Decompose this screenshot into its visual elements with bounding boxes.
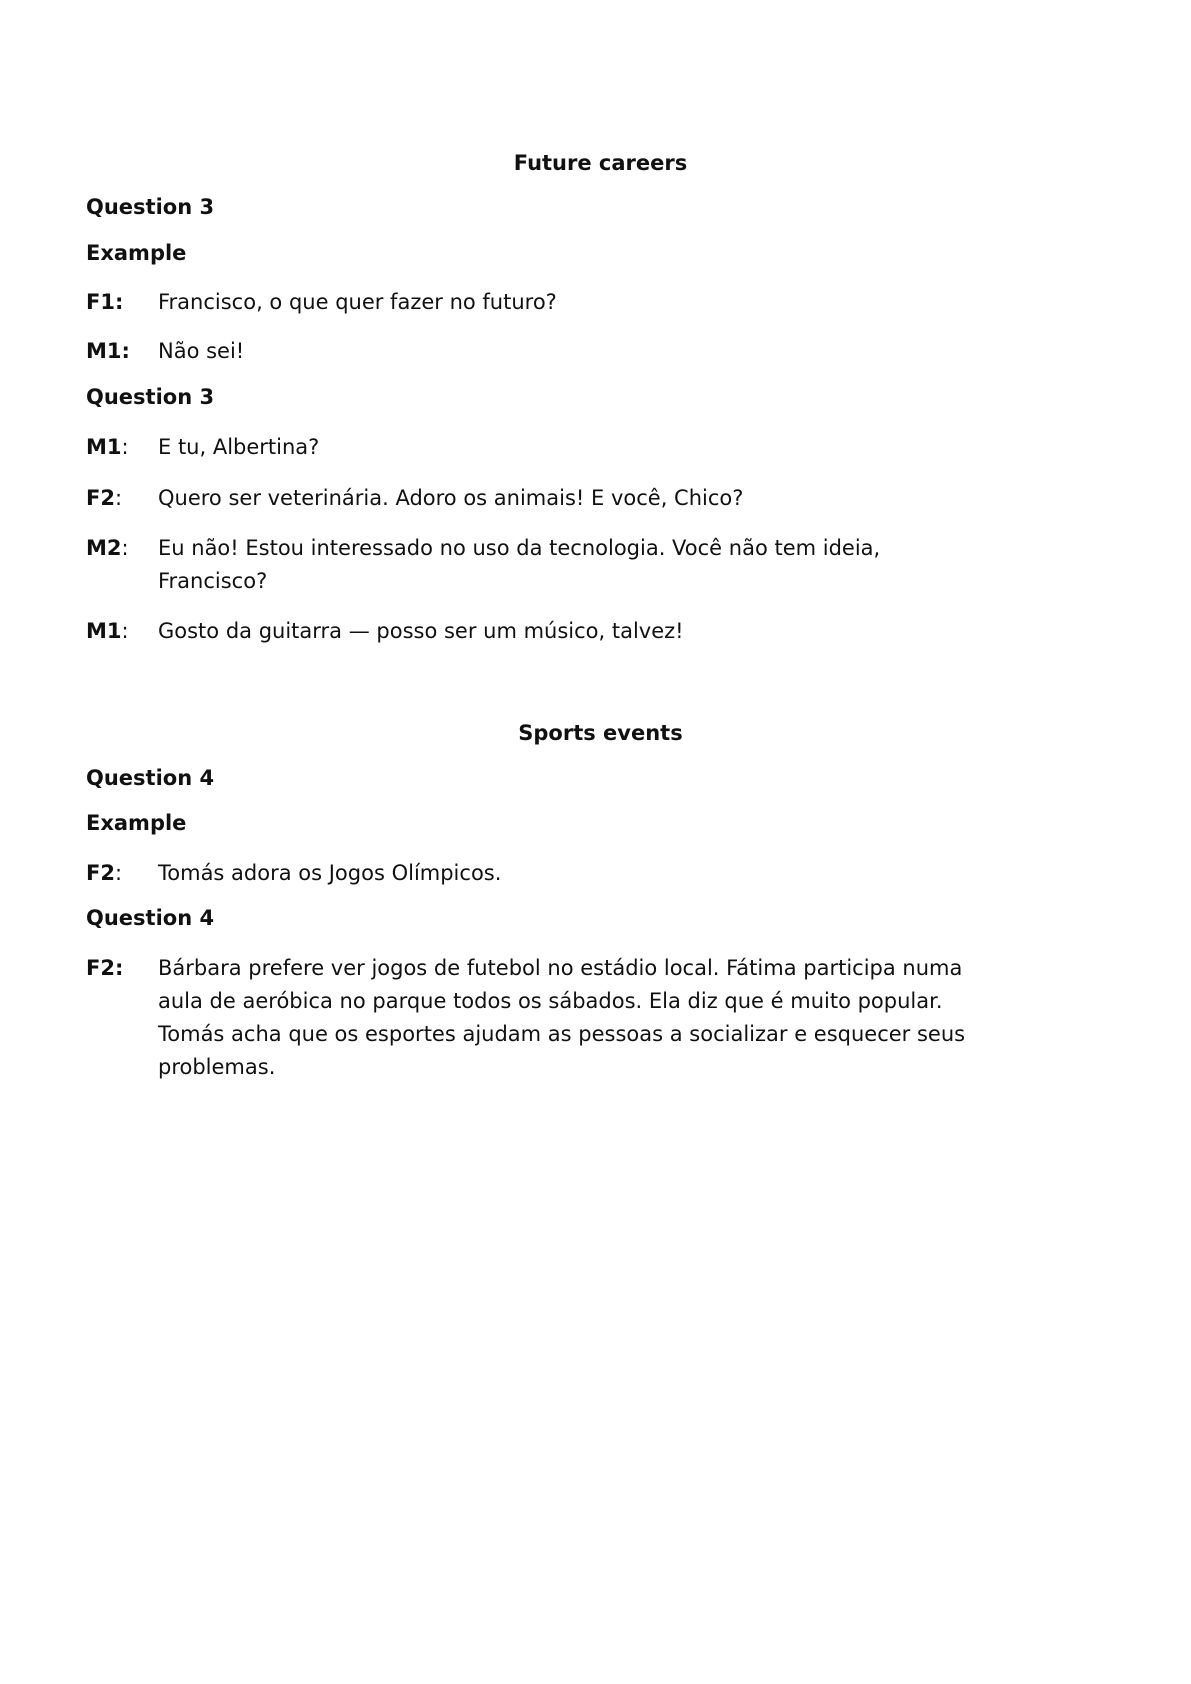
dialogue-line bbox=[86, 431, 986, 464]
speaker-colon: : bbox=[121, 619, 129, 643]
dialogue-text: Gosto da guitarra — posso ser um músico, talvez! bbox=[158, 619, 684, 643]
dialogue-text: Francisco, o que quer fazer no futuro? bbox=[158, 290, 557, 314]
dialogue-text: Bárbara prefere ver jogos de futebol no estádio local. Fátima participa numa aula de aeróbica no parque todos os sábados. Ela diz que é muito popular. Tomás acha que os esportes ajudam as pessoas a socializar e esquecer seus problemas. bbox=[158, 956, 966, 1079]
dialogue-text: Não sei! bbox=[158, 339, 245, 363]
example-heading: Example bbox=[86, 241, 187, 265]
speaker-label: M1 bbox=[86, 339, 122, 363]
speaker-colon: : bbox=[121, 339, 130, 363]
speaker-colon: : bbox=[114, 290, 124, 314]
dialogue-line bbox=[86, 286, 986, 319]
dialogue-text: Tomás adora os Jogos Olímpicos. bbox=[158, 861, 502, 885]
dialogue-text: Eu não! Estou interessado no uso da tecnologia. Você não tem ideia, Francisco? bbox=[158, 536, 881, 593]
speaker-colon: : bbox=[121, 435, 129, 459]
speaker-colon: : bbox=[114, 486, 123, 510]
speaker-colon: : bbox=[114, 861, 123, 885]
speaker-label: F2 bbox=[86, 956, 115, 980]
dialogue-line bbox=[86, 335, 986, 368]
question-heading: Question 3 bbox=[86, 195, 215, 219]
dialogue-line bbox=[86, 482, 986, 515]
speaker-colon: : bbox=[114, 956, 124, 980]
section-title-future-careers: Future careers bbox=[513, 151, 688, 175]
speaker-label: M1 bbox=[86, 619, 122, 643]
speaker-label: M2 bbox=[86, 536, 122, 560]
dialogue-line bbox=[86, 615, 986, 648]
dialogue-line bbox=[86, 952, 986, 1084]
example-heading: Example bbox=[86, 811, 187, 835]
section-title-sports-events: Sports events bbox=[518, 721, 683, 745]
speaker-colon: : bbox=[121, 536, 129, 560]
speaker-label: F2 bbox=[86, 486, 115, 510]
question-heading: Question 4 bbox=[86, 766, 215, 790]
speaker-label: M1 bbox=[86, 435, 122, 459]
speaker-label: F2 bbox=[86, 861, 115, 885]
dialogue-line bbox=[86, 857, 986, 890]
question-heading: Question 4 bbox=[86, 906, 215, 930]
question-heading: Question 3 bbox=[86, 385, 215, 409]
dialogue-text: Quero ser veterinária. Adoro os animais! E você, Chico? bbox=[158, 486, 744, 510]
dialogue-text: E tu, Albertina? bbox=[158, 435, 320, 459]
speaker-label: F1 bbox=[86, 290, 115, 314]
dialogue-line bbox=[86, 532, 986, 598]
